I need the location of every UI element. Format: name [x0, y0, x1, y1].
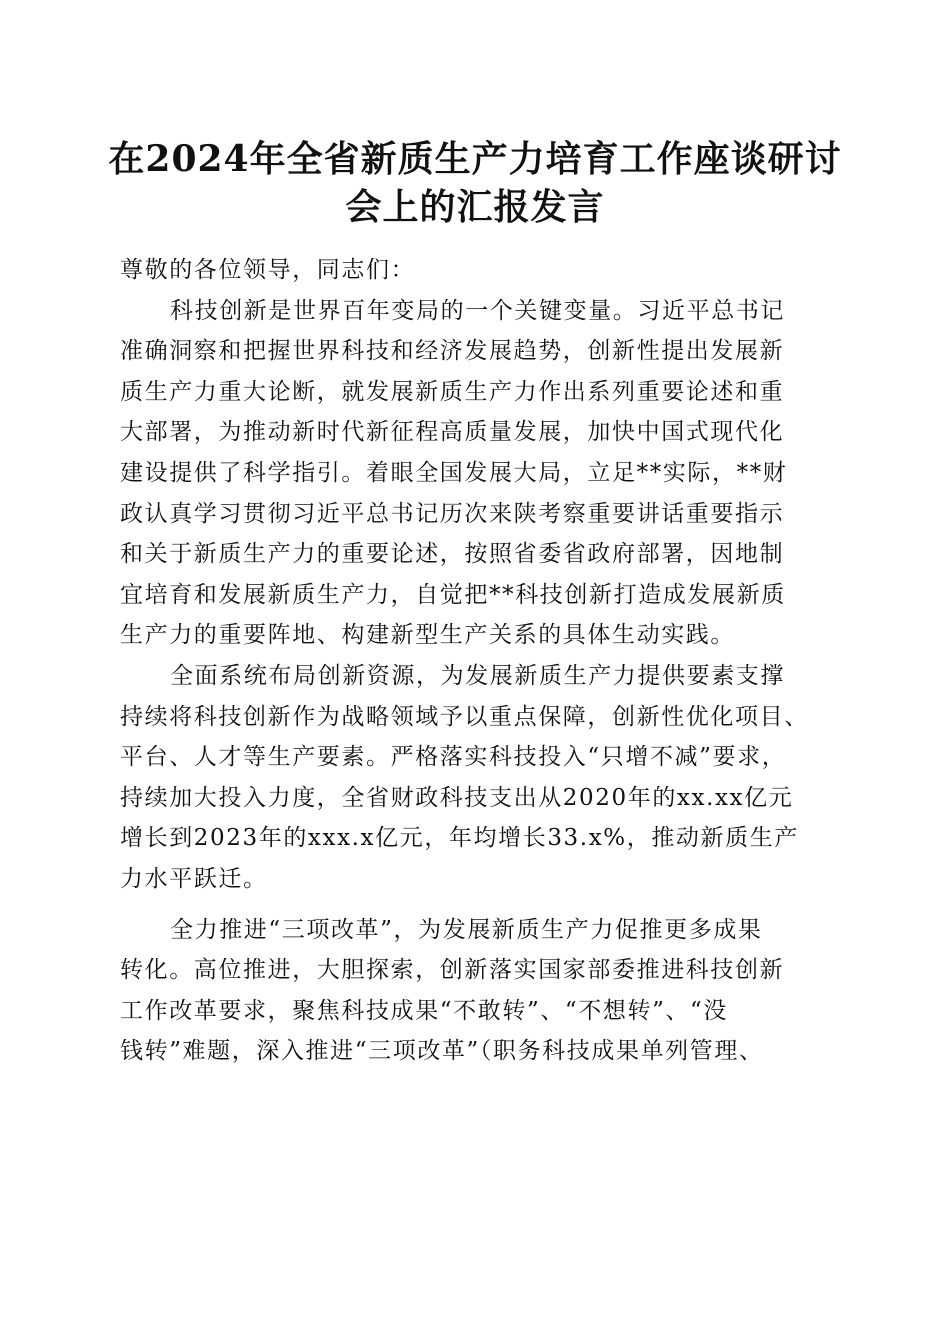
paragraph-line: 平台、人才等生产要素。严格落实科技投入“只增不减”要求， — [120, 744, 787, 771]
paragraph-line: 建设提供了科学指引。着眼全国发展大局，立足**实际，**财 — [120, 459, 788, 486]
document-body — [120, 250, 832, 1072]
paragraph-line: 政认真学习贯彻习近平总书记历次来陕考察重要讲话重要指示 — [120, 500, 785, 527]
paragraph-line: 科技创新是世界百年变局的一个关键变量。习近平总书记 — [170, 297, 785, 324]
paragraph-line: 全面系统布局创新资源，为发展新质生产力提供要素支撑 — [170, 662, 785, 689]
document-title — [100, 135, 850, 231]
paragraph-line: 转化。高位推进，大胆探索，创新落实国家部委推进科技创新 — [120, 957, 785, 984]
paragraph-line: 和关于新质生产力的重要论述，按照省委省政府部署，因地制 — [120, 541, 785, 568]
paragraph-line: 力水平跃迁。 — [120, 865, 268, 892]
paragraph-line: 增长到2023年的xxx.x亿元，年均增长33.x%，推动新质生产 — [120, 825, 799, 852]
title-line-2: 会上的汇报发言 — [345, 186, 605, 228]
title-line-1: 在2024年全省新质生产力培育工作座谈研讨 — [108, 138, 842, 180]
paragraph-line: 钱转”难题，深入推进“三项改革”（职务科技成果单列管理、 — [120, 1038, 764, 1065]
paragraph-1 — [120, 291, 832, 656]
paragraph-line: 生产力的重要阵地、构建新型生产关系的具体生动实践。 — [120, 622, 735, 649]
paragraph-2 — [120, 656, 832, 900]
paragraph-line: 大部署，为推动新时代新征程高质量发展，加快中国式现代化 — [120, 419, 785, 446]
paragraph-line: 宜培育和发展新质生产力，自觉把**科技创新打造成发展新质 — [120, 581, 786, 608]
paragraph-line: 质生产力重大论断，就发展新质生产力作出系列重要论述和重 — [120, 378, 785, 405]
paragraph-line: 全力推进“三项改革”，为发展新质生产力促推更多成果 — [170, 916, 763, 943]
paragraph-3 — [120, 910, 832, 1072]
salutation: 尊敬的各位领导，同志们： — [120, 257, 416, 283]
paragraph-line: 持续加大投入力度，全省财政科技支出从2020年的xx.xx亿元 — [120, 784, 794, 811]
paragraph-line: 工作改革要求，聚焦科技成果“不敢转”、“不想转”、“没 — [120, 997, 728, 1024]
paragraph-line: 准确洞察和把握世界科技和经济发展趋势，创新性提出发展新 — [120, 338, 785, 365]
paragraph-line: 持续将科技创新作为战略领域予以重点保障，创新性优化项目、 — [120, 703, 809, 730]
